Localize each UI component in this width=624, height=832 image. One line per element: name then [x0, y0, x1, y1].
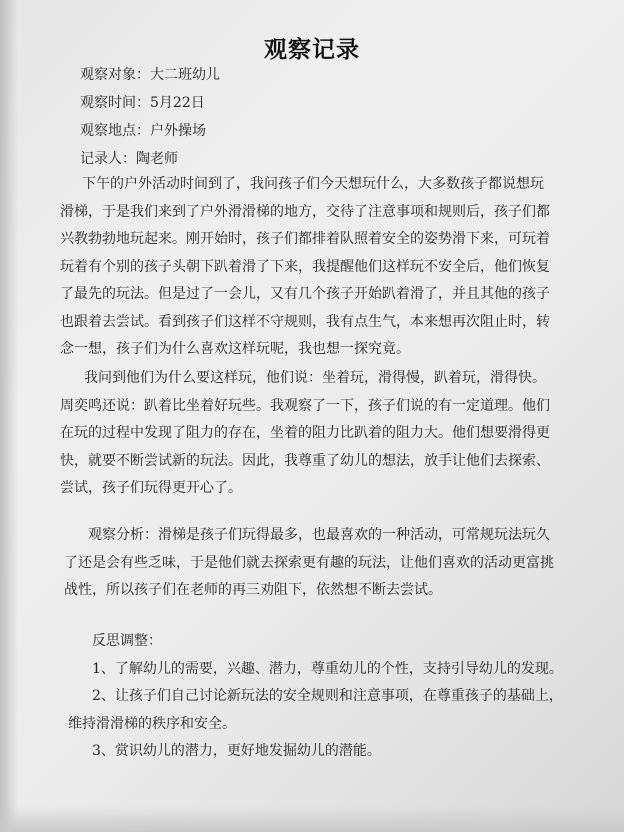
- paragraph-line: 尝试，孩子们玩得更开心了。: [60, 480, 242, 496]
- paragraph-line: 念一想，孩子们为什么喜欢这样玩呢，我也想一探究竟。: [60, 341, 410, 357]
- paragraph-line: 了还是会有些乏味，于是他们就去探索更有趣的玩法，让他们喜欢的活动更富挑: [64, 554, 554, 571]
- meta-recorder: 记录人：陶老师: [80, 151, 178, 167]
- paragraph-inquiry: [60, 365, 550, 503]
- paragraph-line: 战性，所以孩子们在老师的再三劝阻下，依然想不断去尝试。: [64, 582, 442, 598]
- reflection-item-2-cont: 维持滑滑梯的秩序和安全。: [68, 715, 236, 732]
- paragraph-line: 滑梯，于是我们来到了户外滑滑梯的地方，交待了注意事项和规则后，孩子们都: [60, 203, 550, 220]
- document-title: 观察记录: [264, 36, 360, 63]
- paragraph-line: 快，就要不断尝试新的玩法。因此，我尊重了幼儿的想法，放手让他们去探索、: [60, 452, 550, 469]
- paragraph-line: 观察分析：滑梯是孩子们玩得最多，也最喜欢的一种活动，可常规玩法玩久: [88, 527, 550, 543]
- reflection-section: [68, 628, 563, 766]
- paragraph-line: 我问到他们为什么要这样玩，他们说：坐着玩，滑得慢，趴着玩，滑得快。: [84, 370, 546, 386]
- reflection-item-3: 3、赏识幼儿的潜力，更好地发掘幼儿的潜能。: [92, 743, 381, 759]
- reflection-item-2: 2、让孩子们自己讨论新玩法的安全规则和注意事项，在尊重孩子的基础上，: [92, 688, 563, 704]
- meta-time: 观察时间：5月22日: [80, 95, 205, 111]
- paragraph-analysis: [64, 522, 554, 605]
- meta-place: 观察地点：户外操场: [80, 123, 206, 139]
- reflection-heading: 反思调整：: [92, 633, 162, 649]
- paragraph-line: 也跟着去尝试。看到孩子们这样不守规则，我有点生气，本来想再次阻止时，转: [60, 313, 550, 330]
- paragraph-line: 周奕鸣还说：趴着比坐着好玩些。我观察了一下，孩子们说的有一定道理。他们: [60, 397, 550, 414]
- paragraph-observation: [60, 171, 550, 364]
- paragraph-line: 玩着有个别的孩子头朝下趴着滑了下来，我提醒他们这样玩不安全后，他们恢复: [60, 258, 550, 275]
- meta-subject: 观察对象：大二班幼儿: [80, 67, 220, 83]
- paragraph-line: 了最先的玩法。但是过了一会儿，又有几个孩子开始趴着滑了，并且其他的孩子: [60, 286, 550, 302]
- paragraph-line: 在玩的过程中发现了阻力的存在，坐着的阻力比趴着的阻力大。他们想要滑得更: [60, 425, 550, 441]
- reflection-item-1: 1、了解幼儿的需要，兴趣、潜力，尊重幼儿的个性，支持引导幼儿的发现。: [92, 660, 563, 677]
- page-shadow-bottom: [0, 806, 624, 832]
- paragraph-line: 下午的户外活动时间到了，我问孩子们今天想玩什么，大多数孩子都说想玩: [82, 176, 544, 192]
- page-shadow-left: [0, 0, 18, 832]
- paragraph-line: 兴教勃勃地玩起来。刚开始时，孩子们都排着队照着安全的姿势滑下来，可玩着: [60, 231, 550, 247]
